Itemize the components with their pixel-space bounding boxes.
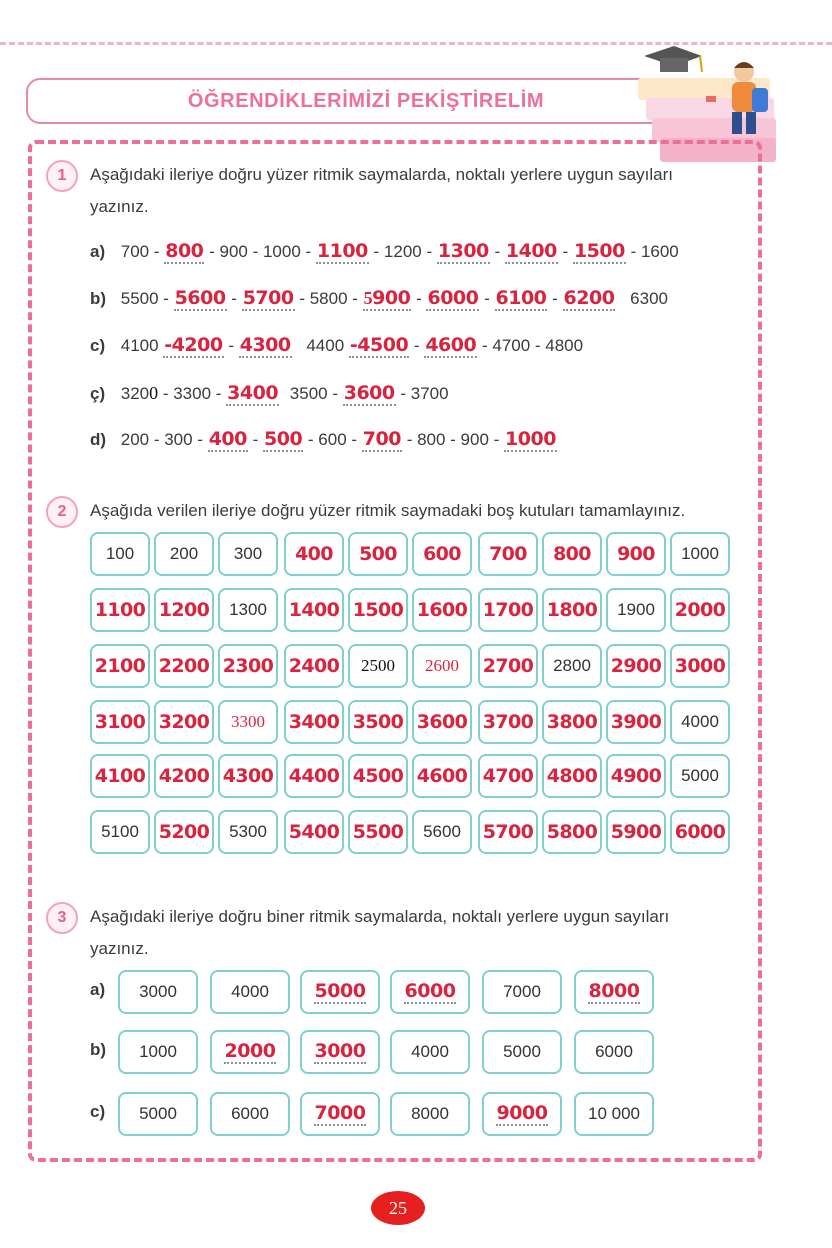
grid-cell[interactable]: 4200 [154,754,214,798]
given-value: 6000 [595,1042,633,1061]
given-numbers: 320 [120,384,150,403]
given-numbers: - 4700 - 4800 [481,336,584,355]
number-box [574,1030,654,1074]
grid-cell: 1300 [218,588,278,632]
grid-cell[interactable]: 1800 [542,588,602,632]
given-value: 3000 [139,982,177,1001]
given-numbers: - 1200 - [373,242,433,261]
section-2-number: 2 [46,496,78,528]
number-box[interactable] [482,1092,562,1136]
answer-value: 2000 [224,1040,276,1062]
number-box [390,1092,470,1136]
answer-value: 9000 [496,1102,548,1124]
page-title: ÖĞRENDİKLERİMİZİ PEKİŞTİRELİM [187,90,545,112]
grid-cell[interactable]: 3300 [218,700,278,744]
grid-cell: 100 [90,532,150,576]
given-value: 10 000 [588,1104,640,1123]
answer-blank[interactable]: -4500 [349,334,409,356]
separator: - [494,242,501,261]
separator: - [552,289,558,308]
given-numbers: - 1600 [630,242,679,261]
grid-cell[interactable]: 3100 [90,700,150,744]
grid-cell[interactable]: 2200 [154,644,214,688]
row-label: b) [90,1040,107,1059]
row-label: a) [90,242,106,261]
answer-blank[interactable]: 1500 [573,240,625,262]
answer-blank[interactable]: 1000 [505,428,556,450]
number-box [574,1092,654,1136]
answer-blank[interactable]: 6200 [563,287,615,309]
grid-cell[interactable]: 600 [412,532,472,576]
grid-cell[interactable]: 5900 [606,810,666,854]
handwritten-digits: 900 [372,287,411,309]
answer-blank[interactable]: 1100 [316,240,368,262]
given-numbers: - 5800 - [299,289,358,308]
row-label: ç) [90,384,106,403]
separator: - [484,289,490,308]
number-box [482,970,562,1014]
given-numbers: - 900 - 1000 - [209,242,312,261]
grid-cell: 200 [154,532,214,576]
grid-cell[interactable]: 4300 [218,754,278,798]
grid-cell[interactable]: 3000 [670,644,730,688]
number-box [118,1030,198,1074]
answer-blank[interactable]: 3600 [343,382,395,404]
answer-blank[interactable]: 4600 [425,334,477,356]
grid-cell[interactable]: 700 [478,532,538,576]
section-2-instruction: Aşağıda verilen ileriye doğru yüzer ritmik saymadaki boş kutuları tamamlayınız. [90,501,686,520]
grid-cell[interactable]: 500 [348,532,408,576]
grid-cell[interactable]: 2600 [412,644,472,688]
separator: - [231,289,237,308]
grid-cell[interactable]: 1600 [412,588,472,632]
given-numbers: 4100 [120,336,159,355]
given-value: 5000 [503,1042,541,1061]
grid-cell[interactable]: 5200 [154,810,214,854]
grid-cell[interactable]: 4800 [542,754,602,798]
grid-cell[interactable]: 4900 [606,754,666,798]
given-numbers: - 800 - 900 - [406,430,500,449]
grid-cell: 5300 [218,810,278,854]
answer-blank[interactable]: 5600 [174,287,226,309]
grid-cell[interactable]: 2700 [478,644,538,688]
answer-blank[interactable]: 4300 [239,334,291,356]
number-box[interactable] [210,1030,290,1074]
given-value: 5000 [139,1104,177,1123]
grid-cell[interactable]: 400 [284,532,344,576]
separator: - [562,242,569,261]
answer-blank[interactable]: 6100 [495,287,547,309]
given-numbers: 5500 - [120,289,169,308]
grid-cell: 2800 [542,644,602,688]
grid-cell[interactable]: 4400 [284,754,344,798]
given-value: 4000 [231,982,269,1001]
section-1-number: 1 [46,160,78,192]
sequence-row-d [90,426,557,454]
grid-cell[interactable]: 5800 [542,810,602,854]
grid-cell: 5000 [670,754,730,798]
section-1-instruction: Aşağıdaki ileriye doğru yüzer ritmik saymalarda, noktalı yerlere uygun sayıları [90,165,673,184]
title-bar [26,78,706,124]
grid-cell[interactable]: 4700 [478,754,538,798]
grid-cell[interactable]: 5400 [284,810,344,854]
grid-cell[interactable]: 2000 [670,588,730,632]
given-numbers: 4400 [306,336,345,355]
row-label: d) [90,430,107,449]
grid-cell[interactable]: 2500 [348,644,408,688]
separator: - [228,336,234,355]
grid-cell[interactable]: 5700 [478,810,538,854]
answer-blank[interactable]: 1400 [505,240,557,262]
grid-cell[interactable]: 3600 [412,700,472,744]
grid-cell[interactable]: 4100 [90,754,150,798]
grid-cell[interactable]: 2100 [90,644,150,688]
answer-value: 8000 [588,980,640,1002]
grid-cell[interactable]: 4500 [348,754,408,798]
answer-blank[interactable]: 3400 [227,382,279,404]
given-value: 6000 [231,1104,269,1123]
given-numbers: 700 - [120,242,160,261]
section-3-instruction: Aşağıdaki ileriye doğru biner ritmik saymalarda, noktalı yerlere uygun sayıları [90,907,670,926]
grid-cell[interactable]: 3900 [606,700,666,744]
grid-cell[interactable]: 6000 [670,810,730,854]
number-box [390,1030,470,1074]
section-1-instruction-cont: yazınız. [90,197,149,216]
grid-cell[interactable]: 3500 [348,700,408,744]
given-value: 4000 [411,1042,449,1061]
grid-cell: 1000 [670,532,730,576]
section-3-number: 3 [46,902,78,934]
given-value: 8000 [411,1104,449,1123]
grid-cell[interactable]: 4600 [412,754,472,798]
number-box[interactable] [574,970,654,1014]
grid-cell[interactable]: 1200 [154,588,214,632]
grid-cell[interactable]: 5500 [348,810,408,854]
grid-cell[interactable]: 1500 [348,588,408,632]
answer-blank[interactable]: 800 [165,240,204,262]
grid-cell[interactable]: 2900 [606,644,666,688]
row-label: c) [90,1102,106,1121]
separator: - [416,289,422,308]
given-value: 7000 [503,982,541,1001]
answer-blank[interactable]: 400 [208,428,247,450]
sequence-row-c-cedilla [90,379,449,407]
number-box [118,970,198,1014]
grid-cell[interactable]: 1400 [284,588,344,632]
grid-cell[interactable]: 3800 [542,700,602,744]
grid-cell[interactable]: 2400 [284,644,344,688]
row-label: c) [90,336,106,355]
grid-cell[interactable]: 800 [542,532,602,576]
given-value: 1000 [139,1042,177,1061]
given-numbers: 200 - 300 - [120,430,203,449]
grid-cell[interactable]: 900 [606,532,666,576]
answer-value: 3000 [314,1040,366,1062]
sequence-row-a [90,238,679,266]
answer-value: 5000 [314,980,366,1002]
answer-blank[interactable]: 700 [362,428,401,450]
sequence-row-b [90,285,668,313]
grid-cell: 5100 [90,810,150,854]
page-number-badge: 25 [371,1191,425,1225]
typed-digit: 5 [363,288,373,308]
typed-digit: 0 [149,383,159,403]
given-numbers: 3500 - [289,384,338,403]
grid-cell: 4000 [670,700,730,744]
grid-cell: 1900 [606,588,666,632]
row-label: b) [90,289,107,308]
grid-cell[interactable]: 3700 [478,700,538,744]
answer-blank[interactable]: -4200 [164,334,223,356]
answer-blank[interactable]: 6000 [427,287,479,309]
given-numbers: - 3300 - [162,384,222,403]
grid-cell[interactable]: 1100 [90,588,150,632]
number-box[interactable] [300,1092,380,1136]
answer-blank[interactable]: 500 [264,428,303,450]
separator: - [252,430,259,449]
grid-cell: 5600 [412,810,472,854]
grid-cell: 300 [218,532,278,576]
number-box[interactable] [390,970,470,1014]
number-box[interactable] [300,970,380,1014]
grid-cell[interactable]: 3200 [154,700,214,744]
answer-blank[interactable] [363,287,412,311]
row-label: a) [90,980,106,999]
answer-blank[interactable]: 5700 [242,287,294,309]
separator: - [413,336,420,355]
given-numbers: - 600 - [307,430,358,449]
grid-cell[interactable]: 1700 [478,588,538,632]
given-numbers: - 3700 [400,384,449,403]
number-box [118,1092,198,1136]
sequence-row-c [90,332,583,360]
number-box [210,1092,290,1136]
grid-cell[interactable]: 3400 [284,700,344,744]
number-box[interactable] [300,1030,380,1074]
answer-value: 6000 [404,980,456,1002]
number-box [210,970,290,1014]
answer-value: 7000 [314,1102,366,1124]
given-numbers: 6300 [630,289,668,308]
section-3-instruction-cont: yazınız. [90,939,149,958]
grid-cell[interactable]: 2300 [218,644,278,688]
number-box [482,1030,562,1074]
answer-blank[interactable]: 1300 [437,240,489,262]
